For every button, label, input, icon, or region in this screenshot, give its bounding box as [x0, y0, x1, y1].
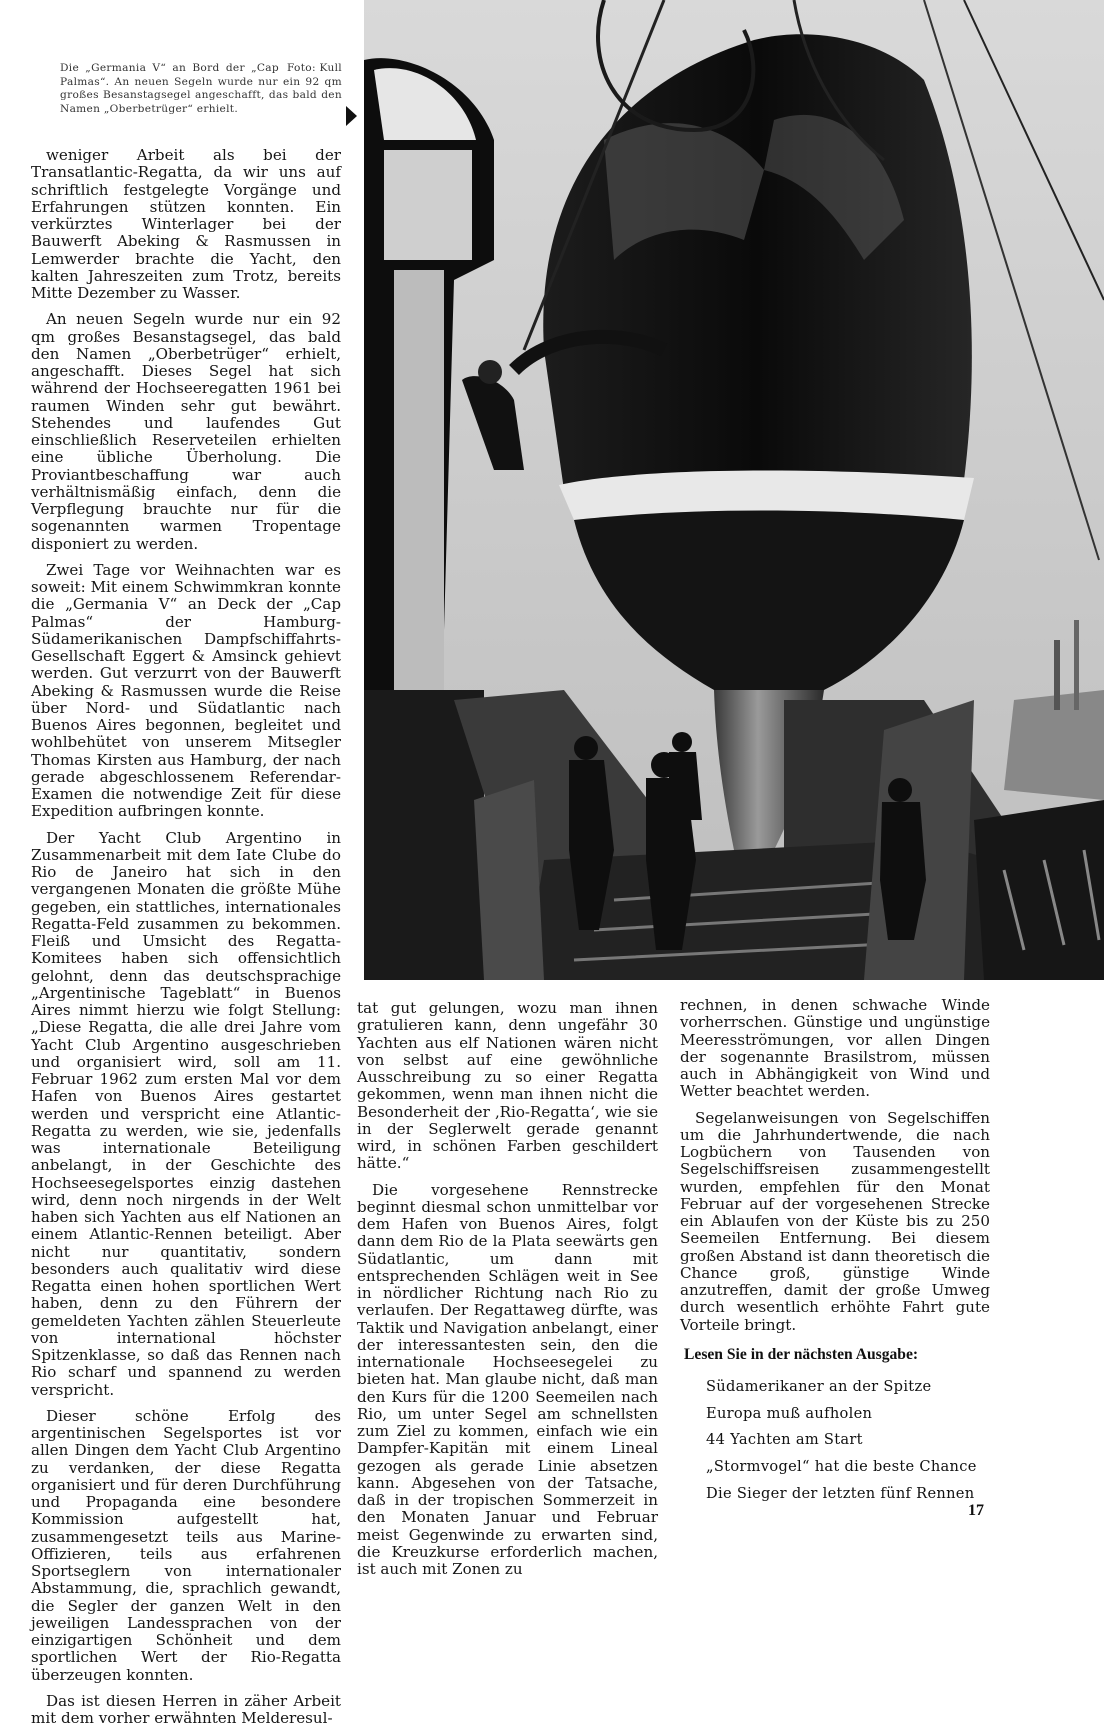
paragraph: rechnen, in denen schwache Winde vorherrschen. Günstige und ungünstige Meeresströmungen, vor allen Dingen der sogenannte Brasilstrom, müssen auch in Abhängigkeit von Wind und Wetter beachtet werden. — [680, 996, 990, 1101]
next-issue-box — [684, 1346, 984, 1508]
photo-caption — [60, 62, 342, 116]
paragraph: Die vorgesehene Rennstrecke beginnt diesmal schon unmittelbar vor dem Hafen von Buenos Aires, folgt dann dem Rio de la Plata seewärts gen Südatlantic, um dann mit entsprechenden Schlägen weit in See in nördlicher Richtung nach Rio zu verlaufen. Der Regattaweg dürfte, was Taktik und Navigation anbelangt, einer der interessantesten sein, den die internationale Hochseesegelei zu bieten hat. Man glaube nicht, daß man den Kurs für die 1200 Seemeilen nach Rio, um unter Segel am schnellsten zum Ziel zu kommen, einfach wie ein Dampfer-Kapitän mit einem Lineal gezogen als gerade Linie absetzen kann. Abgesehen von der Tatsache, daß in der tropischen Sommerzeit in den Monaten Januar und Februar meist Gegenwinde zu erwarten sind, die Kreuzkurse erforderlich machen, ist auch mit Zonen zu — [357, 1180, 658, 1578]
caption-text: Die „Germania V“ an Bord der „Cap Palmas“. An neuen Segeln wurde nur ein 92 qm großes Besanstagsegel angeschafft, das bald den Namen „Oberbetrüger“ erhielt. — [60, 62, 342, 115]
next-issue-heading: Lesen Sie in der nächsten Ausgabe: — [684, 1346, 919, 1363]
caption-credit: Foto: Kull — [286, 62, 342, 74]
paragraph: Der Yacht Club Argentino in Zusammenarbeit mit dem Iate Clube do Rio de Janeiro hat sich in den vergangenen Monaten die größte Mühe gegeben, ein stattliches, internationales Regatta-Feld zusammen zu bekommen. Fleiß und Umsicht des Regatta-Komitees haben sich offensichtlich gelohnt, denn das deutschsprachige „Argentinische Tageblatt“ in Buenos Aires nimmt hierzu wie folgt Stellung: „Diese Regatta, die alle drei Jahre vom Yacht Club Argentino ausgeschrieben und organisiert wird, soll am 11. Februar 1962 zum ersten Mal vor dem Hafen von Buenos Aires gestartet werden und verspricht eine Atlantic-Regatta zu werden, wie sie, jedenfalls was internationale Beteiligung anbelangt, in der Geschichte des Hochseesegelsportes einzig dastehen wird, denn noch nirgends in der Welt haben sich Yachten aus elf Nationen an einem Atlantic-Rennen beteiligt. Aber nicht nur quantitativ, sondern besonders auch qualitativ wird diese Regatta einen hohen sportlichen Wert haben, denn zu den Führern der gemeldeten Yachten zählen Steuerleute von international höchster Spitzenklasse, so daß das Rennen nach Rio scharf und spannend zu werden verspricht. — [31, 828, 341, 1399]
caption-arrow-icon — [346, 106, 357, 126]
paragraph: Segelanweisungen von Segelschiffen um die Jahrhundertwende, die nach Logbüchern von Tausenden von Segelschiffsreisen zusammengestellt wurden, empfehlen für den Monat Februar auf der vorgesehenen Strecke ein Ablaufen von der Küste bis zu 250 Seemeilen Entfernung. Bei diesem großen Abstand ist dann theoretisch die Chance groß, günstige Winde anzutreffen, damit der große Umweg durch wesentlich erhöhte Fahrt gute Vorteile bringt. — [680, 1108, 990, 1334]
paragraph: Das ist diesen Herren in zäher Arbeit mit dem vorher erwähnten Melderesul- — [31, 1691, 341, 1727]
paragraph: Dieser schöne Erfolg des argentinischen Segelsportes ist vor allen Dingen dem Yacht Club Argentino zu verdanken, der diese Regatta organisiert und für deren Durchführung und Propaganda eine besondere Kommission aufgestellt hat, zusammengesetzt teils aus Marine-Offizieren, teils aus erfahrenen Sportseglern von internationaler Abstammung, die, sprachlich gewandt, die Segler der ganzen Welt in den jeweiligen Landessprachen von der einzigartigen Schönheit und dem sportlichen Wert der Rio-Regatta überzeugen konnten. — [31, 1406, 341, 1684]
yacht-on-deck-photo — [364, 0, 1104, 980]
next-issue-item: Europa muß aufholen — [706, 1404, 873, 1422]
next-issue-item: Südamerikaner an der Spitze — [706, 1378, 932, 1395]
paragraph: Zwei Tage vor Weihnachten war es soweit: Mit einem Schwimmkran konnte die „Germania V“ an Deck der „Cap Palmas“ der Hamburg-Südamerikanischen Dampfschiffahrts-Gesellschaft Eggert & Amsinck gehievt werden. Gut verzurrt von der Bauwerft Abeking & Rasmussen wurde die Reise über Nord- und Südatlantic nach Buenos Aires begonnen, begleitet und wohlbehütet von unserem Mitsegler Thomas Kirsten aus Hamburg, der nach gerade abgeschlossenem Referendar-Examen die notwendige Zeit für diese Expedition aufbringen konnte. — [31, 560, 341, 821]
article-column-3 — [680, 997, 990, 1343]
paragraph: tat gut gelungen, wozu man ihnen gratulieren kann, denn ungefähr 30 Yachten aus elf Nationen wären nicht von selbst auf eine gewöhnliche Ausschreibung zu so einer Regatta gekommen, wenn man ihnen nicht die Besonderheit der ‚Rio-Regatta‘, wie sie in der Seglerwelt gerade genannt wird, in schönen Farben geschildert hätte.“ — [357, 999, 658, 1173]
next-issue-item: 44 Yachten am Start — [706, 1431, 863, 1449]
next-issue-item: Die Sieger der letzten fünf Rennen — [706, 1484, 975, 1502]
page-number: 17 — [968, 1502, 984, 1519]
paragraph: weniger Arbeit als bei der Transatlantic-Regatta, da wir uns auf schriftlich festgelegte Vorgänge und Erfahrungen stützen konnten. Ein verkürztes Winterlager bei der Bauwerft Abeking & Rasmussen in Lemwerder brachte die Yacht, den kalten Jahreszeiten zum Trotz, bereits Mitte Dezember zu Wasser. — [31, 146, 341, 302]
next-issue-item: „Stormvogel“ hat die beste Chance — [706, 1458, 977, 1476]
article-column-1 — [31, 147, 341, 1736]
paragraph: An neuen Segeln wurde nur ein 92 qm großes Besanstagsegel, das bald den Namen „Oberbetrüger“ erhielt, angeschafft. Dieses Segel hat sich während der Hochseeregatten 1961 bei raumen Winden sehr gut bewährt. Stehendes und laufendes Gut einschließlich Reserveteilen erhielten eine übliche Überholung. Die Proviantbeschaffung war auch verhältnismäßig einfach, denn die Verpflegung brauchte nur für die sogenannten warmen Tropentage disponiert zu werden. — [31, 310, 341, 553]
article-column-2 — [357, 1000, 658, 1587]
